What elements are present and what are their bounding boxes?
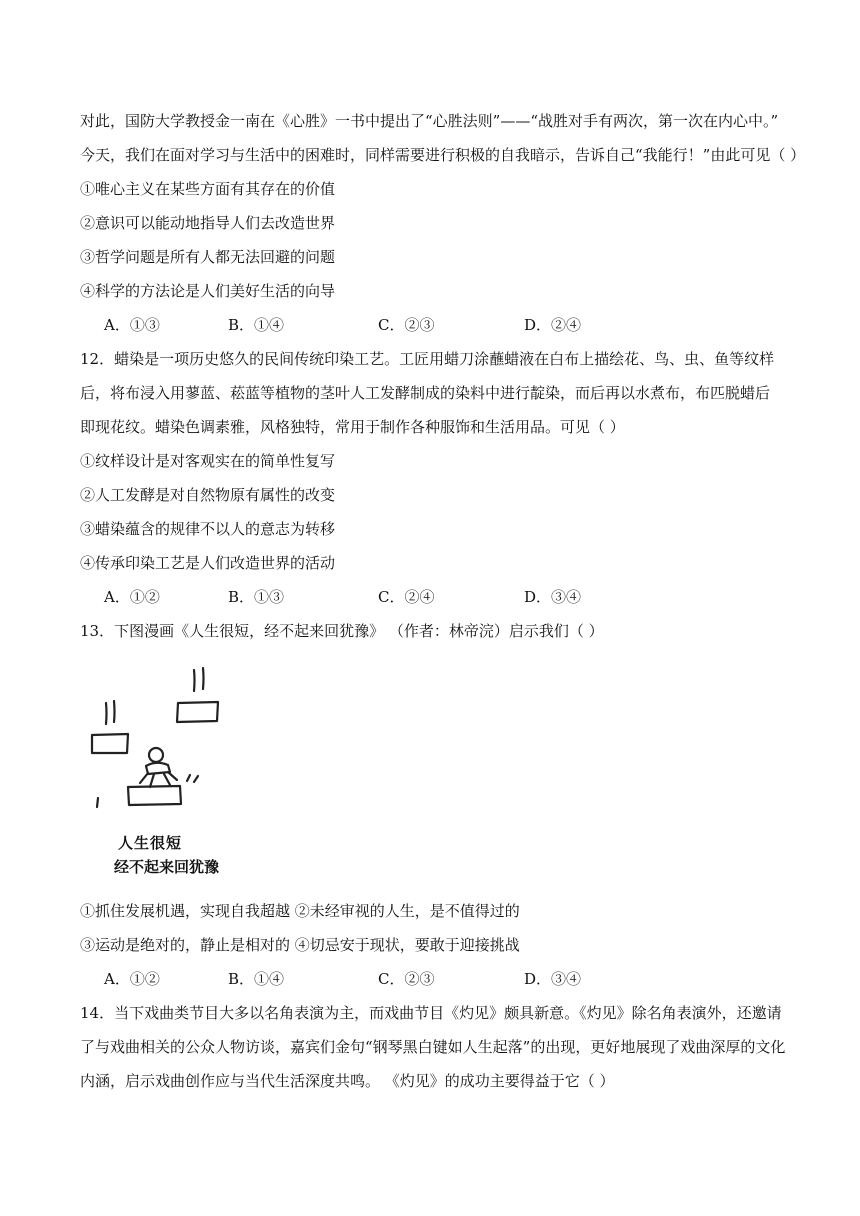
q11-stem-line-2: 今天，我们在面对学习与生活中的困难时，同样需要进行积极的自我暗示，告诉自己“我能行！”由此可见（ ）	[80, 146, 806, 164]
motion-mark	[194, 670, 195, 691]
q12-options	[104, 587, 704, 607]
q12-statement-1: ①纹样设计是对客观实在的简单性复写	[80, 452, 336, 470]
q11-option-a: A．①③	[104, 316, 160, 334]
comic-caption-line-2: 经不起来回犹豫	[114, 858, 220, 876]
motion-mark	[106, 703, 107, 724]
q12-statement-4: ④传承印染工艺是人们改造世界的活动	[80, 554, 336, 572]
q12-option-a: A．①②	[104, 588, 160, 606]
q12-statement-3: ③蜡染蕴含的规律不以人的意志为转移	[80, 520, 336, 538]
q11-option-b: B．①④	[228, 316, 285, 334]
q14-stem-line-3: 内涵，启示戏曲创作应与当代生活深度共鸣。 《灼见》的成功主要得益于它（ ）	[80, 1072, 615, 1090]
q13-option-c: C．②③	[378, 970, 435, 988]
motion-mark	[114, 701, 115, 722]
q12-stem-line-1: 12．蜡染是一项历史悠久的民间传统印染工艺。工匠用蜡刀涂蘸蜡液在白布上描绘花、鸟、虫、鱼等纹样	[80, 350, 775, 368]
q12-stem-line-3: 即现花纹。蜡染色调素雅，风格独特，常用于制作各种服饰和生活用品。可见（ ）	[80, 418, 625, 436]
floating-box-left	[92, 734, 128, 753]
figure-body	[146, 763, 170, 774]
comic-illustration	[84, 660, 234, 890]
motion-mark	[187, 775, 198, 782]
q13-statements-line-1: ①抓住发展机遇，实现自我超越 ②未经审视的人生，是不值得过的	[80, 902, 520, 920]
figure-head	[149, 748, 163, 762]
q14-stem-line-1: 14．当下戏曲类节目大多以名角表演为主，而戏曲节目《灼见》颇具新意。《灼见》除名角表演外，还邀请	[80, 1004, 782, 1022]
q11-options	[104, 315, 704, 335]
q12-statement-2: ②人工发酵是对自然物原有属性的改变	[80, 486, 336, 504]
q11-option-c: C．②③	[378, 316, 435, 334]
q11-statement-2: ②意识可以能动地指导人们去改造世界	[80, 214, 336, 232]
q12-option-d: D．③④	[524, 588, 582, 606]
q13-option-a: A．①②	[104, 970, 160, 988]
q13-option-b: B．①④	[228, 970, 285, 988]
q11-stem-line-1: 对此，国防大学教授金一南在《心胜》一书中提出了“心胜法则”——“战胜对手有两次，第一次在内心中。”	[80, 112, 779, 130]
q11-statement-1: ①唯心主义在某些方面有其存在的价值	[80, 180, 336, 198]
motion-mark	[97, 798, 98, 807]
figure-limbs	[140, 772, 177, 787]
q13-option-d: D．③④	[524, 970, 582, 988]
q12-option-b: B．①③	[228, 588, 285, 606]
q11-option-d: D．②④	[524, 316, 582, 334]
q13-options	[104, 969, 704, 989]
motion-mark	[203, 668, 204, 689]
floating-box-top	[177, 702, 218, 722]
q11-statement-3: ③哲学问题是所有人都无法回避的问题	[80, 248, 336, 266]
q12-stem-line-2: 后，将布浸入用蓼蓝、菘蓝等植物的茎叶人工发酵制成的染料中进行靛染，而后再以水煮布，布匹脱蜡后	[80, 384, 771, 402]
q13-statements-line-2: ③运动是绝对的，静止是相对的 ④切忌安于现状，要敢于迎接挑战	[80, 936, 520, 954]
q13-stem-line-1: 13．下图漫画《人生很短，经不起来回犹豫》 （作者：林帝浣）启示我们（ ）	[80, 622, 604, 640]
q11-statement-4: ④科学的方法论是人们美好生活的向导	[80, 282, 336, 300]
comic-caption-line-1: 人生很短	[118, 834, 183, 852]
q14-stem-line-2: 了与戏曲相关的公众人物访谈，嘉宾们金句“钢琴黑白键如人生起落”的出现，更好地展现了戏曲深厚的文化	[80, 1038, 786, 1056]
q12-option-c: C．②④	[378, 588, 435, 606]
standing-box	[128, 786, 181, 805]
